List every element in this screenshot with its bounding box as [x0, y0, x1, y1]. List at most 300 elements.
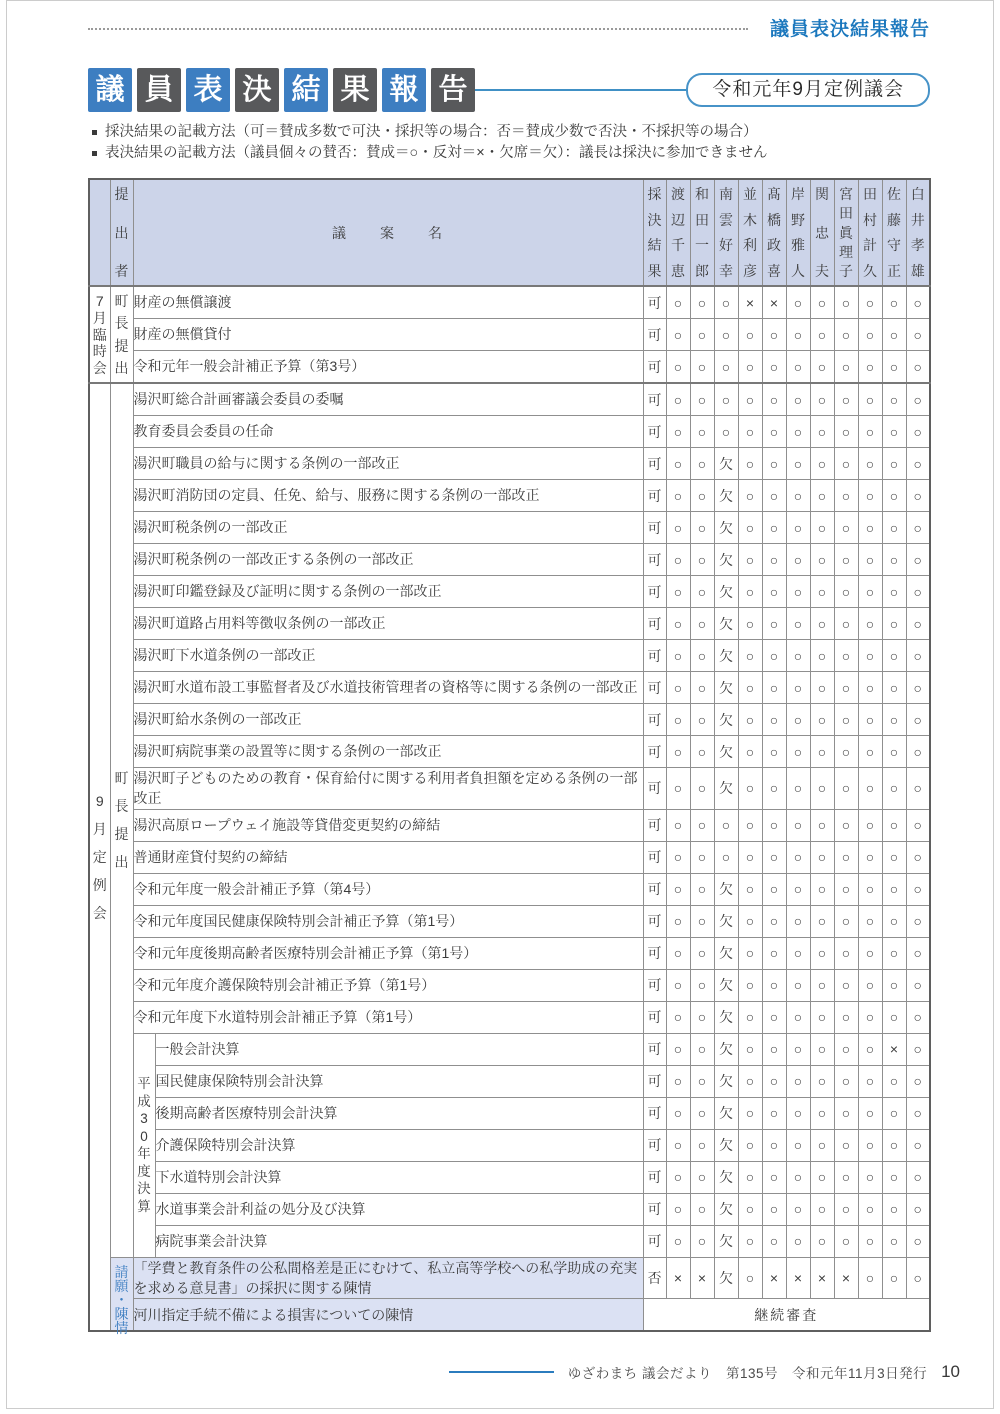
vote-cell: ○: [786, 736, 810, 768]
char: 計: [863, 237, 877, 254]
table-row: [89, 873, 930, 905]
member-header-text: [811, 187, 834, 278]
vote-cell: ○: [714, 809, 738, 841]
vote-cell: ○: [738, 608, 762, 640]
vote-cell: ○: [810, 286, 834, 319]
vote-cell: 欠: [714, 448, 738, 480]
table-row: [89, 1225, 930, 1257]
vote-cell: 欠: [714, 1033, 738, 1065]
vote-cell: ○: [906, 319, 930, 351]
bill-cell: 財産の無償貸付: [133, 319, 643, 351]
vote-cell: ○: [858, 704, 882, 736]
result-cell: 可: [643, 1001, 666, 1033]
title-row: [88, 68, 930, 112]
char: 者: [114, 263, 129, 279]
vote-cell: ×: [690, 1257, 714, 1299]
member-header: [786, 179, 810, 286]
vote-cell: ○: [834, 768, 858, 810]
char: 岸: [791, 186, 805, 202]
vote-cell: ○: [666, 905, 690, 937]
char: 7: [95, 293, 104, 309]
member-header: [834, 179, 858, 286]
table-row: [89, 1065, 930, 1097]
result-cell: 可: [643, 1033, 666, 1065]
vote-cell: ○: [882, 544, 906, 576]
vote-cell: ○: [690, 576, 714, 608]
table-row: [89, 905, 930, 937]
table-row: [89, 736, 930, 768]
vote-cell: ○: [810, 512, 834, 544]
footer-rule: [449, 1371, 554, 1373]
char: 長: [114, 798, 129, 815]
vote-cell: ○: [690, 1225, 714, 1257]
char: 政: [767, 237, 781, 254]
note-line: [92, 122, 940, 143]
vote-cell: 欠: [714, 704, 738, 736]
vote-cell: ○: [762, 1065, 786, 1097]
vote-cell: ○: [834, 1065, 858, 1097]
vote-cell: ○: [738, 319, 762, 351]
vote-cell: ○: [690, 873, 714, 905]
bill-cell: 財産の無償譲渡: [133, 286, 643, 319]
subgroup-label-cell: [133, 1033, 155, 1257]
vote-cell: ○: [762, 736, 786, 768]
vote-cell: ○: [906, 1193, 930, 1225]
char: 願: [114, 1277, 129, 1294]
vote-cell: ○: [666, 416, 690, 448]
page-top-strip: [88, 14, 930, 41]
vote-cell: ○: [762, 1001, 786, 1033]
char: 平: [137, 1076, 151, 1092]
vote-cell: ×: [834, 1257, 858, 1299]
vote-cell: ○: [690, 969, 714, 1001]
title-block: 果: [333, 68, 377, 112]
vote-cell: ○: [834, 448, 858, 480]
vote-cell: ○: [690, 704, 714, 736]
char: 結: [647, 237, 662, 254]
char: 田: [695, 211, 709, 228]
vote-cell: ○: [882, 1097, 906, 1129]
vote-cell: ×: [882, 1033, 906, 1065]
member-header-text: [715, 187, 738, 278]
vote-cell: ○: [762, 704, 786, 736]
result-cell: 可: [643, 383, 666, 416]
vote-cell: ○: [858, 640, 882, 672]
char: 町: [114, 770, 129, 787]
vote-cell: ○: [858, 1065, 882, 1097]
vote-cell: ○: [738, 640, 762, 672]
vote-cell: ○: [882, 1129, 906, 1161]
vote-cell: ○: [690, 1193, 714, 1225]
vote-cell: 欠: [714, 1129, 738, 1161]
char: 藤: [887, 211, 901, 228]
vote-cell: ○: [858, 768, 882, 810]
vote-cell: ○: [810, 1001, 834, 1033]
vote-cell: ○: [858, 1129, 882, 1161]
vote-cell: ○: [738, 1001, 762, 1033]
bill-cell: 湯沢高原ロープウェイ施設等貸借変更契約の締結: [133, 809, 643, 841]
vote-cell: ○: [810, 704, 834, 736]
vote-cell: ○: [834, 969, 858, 1001]
vote-cell: ○: [666, 383, 690, 416]
member-header-text: [787, 187, 810, 278]
vote-cell: 欠: [714, 608, 738, 640]
char: 好: [719, 237, 733, 254]
vote-cell: ○: [834, 1001, 858, 1033]
char: 田: [863, 186, 877, 202]
vote-cell: ○: [858, 608, 882, 640]
char: 野: [791, 211, 805, 228]
vote-cell: ○: [786, 286, 810, 319]
vote-cell: ○: [810, 383, 834, 416]
vote-cell: ○: [666, 319, 690, 351]
vote-cell: ○: [690, 448, 714, 480]
vote-cell: ○: [882, 512, 906, 544]
vote-cell: ○: [714, 319, 738, 351]
char: 会: [92, 360, 107, 376]
bill-cell: 「学費と教育条件の公私間格差是正にむけて、私立高等学校への私学助成の充実を求める意見書」の採択に関する陳情: [133, 1257, 643, 1299]
char: 佐: [887, 186, 901, 202]
vote-cell: ○: [762, 480, 786, 512]
vote-cell: ○: [810, 672, 834, 704]
char: 渡: [671, 186, 685, 202]
bill-cell: 湯沢町税条例の一部改正: [133, 512, 643, 544]
result-cell: 可: [643, 448, 666, 480]
char: 情: [114, 1319, 129, 1336]
vote-cell: ○: [738, 1257, 762, 1299]
vote-cell: ○: [738, 809, 762, 841]
result-cell: 可: [643, 640, 666, 672]
vote-cell: ○: [690, 905, 714, 937]
bill-cell: 令和元年一般会計補正予算（第3号）: [133, 351, 643, 384]
vote-cell: ○: [810, 1193, 834, 1225]
char: 陳: [114, 1305, 129, 1322]
result-cell: 可: [643, 937, 666, 969]
vote-cell: ○: [666, 1033, 690, 1065]
vote-cell: ○: [690, 1033, 714, 1065]
vote-cell: ○: [786, 905, 810, 937]
result-cell: 可: [643, 905, 666, 937]
vote-cell: ○: [882, 319, 906, 351]
vote-cell: ○: [738, 1097, 762, 1129]
char: 千: [671, 237, 685, 254]
vote-cell: ○: [834, 1097, 858, 1129]
member-header: [858, 179, 882, 286]
vote-cell: ○: [666, 1225, 690, 1257]
vote-cell: ○: [786, 704, 810, 736]
vote-cell: ○: [666, 448, 690, 480]
title-block: 決: [235, 68, 279, 112]
vote-cell: ○: [906, 969, 930, 1001]
result-cell: 可: [643, 576, 666, 608]
vote-cell: ○: [786, 1129, 810, 1161]
char: 井: [910, 211, 925, 228]
vote-cell: ○: [738, 736, 762, 768]
vote-cell: ○: [858, 1161, 882, 1193]
vote-cell: ○: [810, 640, 834, 672]
vote-cell: ○: [714, 841, 738, 873]
vote-cell: ×: [762, 286, 786, 319]
table-row: [89, 416, 930, 448]
table-row: [89, 544, 930, 576]
vote-cell: ○: [762, 416, 786, 448]
vote-cell: ○: [882, 809, 906, 841]
vote-cell: 欠: [714, 1065, 738, 1097]
submitter-label-cell-text: [111, 391, 133, 1250]
vote-cell: ×: [810, 1257, 834, 1299]
vote-cell: ○: [786, 809, 810, 841]
vote-cell: 欠: [714, 576, 738, 608]
char: 関: [815, 186, 829, 202]
char: 年: [137, 1146, 151, 1162]
vote-cell: ○: [882, 841, 906, 873]
vote-cell: ○: [666, 1001, 690, 1033]
vote-cell: ○: [738, 1033, 762, 1065]
char: ・: [114, 1291, 129, 1308]
char: 並: [743, 186, 757, 202]
vote-cell: 欠: [714, 1225, 738, 1257]
note-text: 採決結果の記載方法（可＝賛成多数で可決・採択等の場合：否＝賛成少数で否決・不採択等の場合）: [105, 124, 758, 140]
vote-cell: ○: [762, 383, 786, 416]
vote-cell: ○: [882, 969, 906, 1001]
bill-cell: 介護保険特別会計決算: [155, 1129, 643, 1161]
vote-cell: 欠: [714, 937, 738, 969]
vote-cell: ○: [858, 286, 882, 319]
session-column-header: [89, 179, 110, 286]
vote-cell: ○: [858, 448, 882, 480]
vote-cell: ○: [834, 1193, 858, 1225]
result-cell: 可: [643, 969, 666, 1001]
bill-cell: 令和元年度下水道特別会計補正予算（第1号）: [133, 1001, 643, 1033]
vote-cell: ○: [666, 640, 690, 672]
title-block: 報: [382, 68, 426, 112]
char: 子: [839, 263, 853, 279]
table-row: [89, 1161, 930, 1193]
char: 白: [910, 186, 925, 202]
vote-cell: ○: [834, 416, 858, 448]
vote-cell: ○: [690, 512, 714, 544]
bill-cell: 病院事業会計決算: [155, 1225, 643, 1257]
char: 利: [743, 237, 757, 254]
vote-cell: 欠: [714, 736, 738, 768]
vote-cell: ○: [786, 576, 810, 608]
vote-cell: ○: [834, 512, 858, 544]
vote-cell: ○: [882, 608, 906, 640]
vote-cell: ○: [906, 416, 930, 448]
vote-cell: ○: [762, 768, 786, 810]
vote-cell: ○: [858, 1225, 882, 1257]
vote-cell: ○: [666, 576, 690, 608]
vote-cell: ○: [690, 1065, 714, 1097]
vote-cell: ○: [786, 448, 810, 480]
member-header: [906, 179, 930, 286]
vote-cell: ○: [738, 383, 762, 416]
vote-cell: ○: [810, 873, 834, 905]
vote-cell: 欠: [714, 1001, 738, 1033]
vote-cell: ○: [858, 873, 882, 905]
vote-cell: ○: [738, 873, 762, 905]
vote-cell: ○: [738, 544, 762, 576]
char: 例: [92, 877, 107, 894]
vote-cell: 欠: [714, 480, 738, 512]
vote-cell: ○: [834, 351, 858, 384]
bill-cell: 湯沢町子どものための教育・保育給付に関する利用者負担額を定める条例の一部改正: [133, 768, 643, 810]
vote-cell: ○: [810, 416, 834, 448]
session-label-cell: [89, 286, 110, 383]
vote-cell: ○: [906, 448, 930, 480]
vote-cell: ○: [690, 286, 714, 319]
bill-cell: 一般会計決算: [155, 1033, 643, 1065]
char: 雄: [910, 262, 925, 279]
vote-cell: ○: [858, 544, 882, 576]
table-row: [89, 480, 930, 512]
vote-cell: ○: [906, 905, 930, 937]
vote-cell: ○: [810, 969, 834, 1001]
vote-cell: ○: [738, 841, 762, 873]
submitter-header: [110, 179, 133, 286]
vote-cell: ○: [882, 1001, 906, 1033]
char: 髙: [767, 186, 781, 202]
bill-name-header: 議 案 名: [133, 179, 643, 286]
vote-cell: ○: [882, 576, 906, 608]
member-header-text: [907, 187, 930, 278]
vote-cell: ○: [906, 768, 930, 810]
vote-cell: ○: [786, 969, 810, 1001]
vote-cell: ○: [786, 672, 810, 704]
member-header-text: [883, 187, 906, 278]
vote-cell: ○: [810, 841, 834, 873]
table-row: [89, 1033, 930, 1065]
char: 9: [95, 793, 104, 810]
table-row: [89, 1193, 930, 1225]
vote-cell: ○: [810, 736, 834, 768]
page-title: [88, 68, 475, 112]
vote-cell: ○: [834, 736, 858, 768]
char: 出: [114, 854, 129, 871]
vote-cell: ○: [690, 416, 714, 448]
vote-cell: ○: [666, 736, 690, 768]
vote-cell: ○: [690, 640, 714, 672]
vote-cell: ○: [906, 608, 930, 640]
vote-cell: ○: [738, 1129, 762, 1161]
vote-cell: ○: [858, 576, 882, 608]
bill-cell: 後期高齢者医療特別会計決算: [155, 1097, 643, 1129]
result-cell: 否: [643, 1257, 666, 1299]
running-head: 議員表決結果報告: [769, 19, 930, 40]
vote-cell: ○: [882, 672, 906, 704]
result-cell: 可: [643, 480, 666, 512]
char: 一: [695, 237, 709, 254]
vote-cell: ○: [834, 383, 858, 416]
vote-cell: ○: [666, 672, 690, 704]
char: 彦: [743, 262, 757, 279]
vote-cell: ○: [858, 319, 882, 351]
vote-cell: ○: [738, 937, 762, 969]
vote-cell: ○: [786, 640, 810, 672]
vote-cell: ○: [858, 480, 882, 512]
vote-cell: ○: [666, 937, 690, 969]
char: 成: [137, 1093, 151, 1109]
vote-cell: ○: [810, 480, 834, 512]
vote-cell: ○: [906, 841, 930, 873]
vote-cell: ×: [762, 1257, 786, 1299]
char: 長: [114, 315, 129, 332]
vote-cell: ○: [834, 480, 858, 512]
vote-cell: ○: [762, 1033, 786, 1065]
vote-cell: ○: [906, 512, 930, 544]
result-cell: 可: [643, 608, 666, 640]
note-text: 表決結果の記載方法（議員個々の賛否：賛成＝○・反対＝×・欠席＝欠）：議長は採決に参加できません: [105, 145, 768, 161]
vote-cell: ○: [666, 480, 690, 512]
vote-cell: ○: [834, 937, 858, 969]
char: 出: [114, 359, 129, 376]
vote-cell: ○: [906, 640, 930, 672]
vote-cell: ○: [882, 286, 906, 319]
table-row: [89, 937, 930, 969]
vote-cell: ○: [834, 704, 858, 736]
result-cell: 可: [643, 416, 666, 448]
vote-cell: ○: [810, 1161, 834, 1193]
vote-cell: 欠: [714, 672, 738, 704]
legend-notes: [92, 122, 940, 164]
bill-cell: 河川指定手続不備による損害についての陳情: [133, 1299, 643, 1332]
bill-cell: 令和元年度国民健康保険特別会計補正予算（第1号）: [133, 905, 643, 937]
result-cell: 可: [643, 512, 666, 544]
vote-cell: ○: [906, 1225, 930, 1257]
vote-cell: ○: [810, 576, 834, 608]
vote-cell: ○: [690, 1129, 714, 1161]
vote-cell: ○: [786, 1033, 810, 1065]
vote-cell: ○: [810, 1065, 834, 1097]
vote-cell: ○: [666, 512, 690, 544]
vote-cell: ○: [882, 937, 906, 969]
vote-cell: ○: [882, 1161, 906, 1193]
vote-cell: ○: [762, 544, 786, 576]
table-row: [89, 286, 930, 319]
vote-cell: ○: [858, 736, 882, 768]
vote-cell: ○: [858, 905, 882, 937]
vote-cell: ○: [738, 672, 762, 704]
vote-cell: 欠: [714, 1097, 738, 1129]
vote-cell: ○: [858, 416, 882, 448]
vote-cell: ○: [906, 873, 930, 905]
vote-cell: ○: [810, 351, 834, 384]
vote-cell: ○: [762, 1225, 786, 1257]
vote-cell: ○: [666, 1129, 690, 1161]
vote-cell: ○: [762, 841, 786, 873]
vote-cell: ○: [666, 1065, 690, 1097]
vote-cell: ○: [666, 969, 690, 1001]
bullet-icon: [92, 130, 97, 135]
vote-cell: ○: [906, 1097, 930, 1129]
vote-cell: ○: [906, 480, 930, 512]
vote-cell: ○: [762, 319, 786, 351]
vote-cell: ×: [666, 1257, 690, 1299]
vote-cell: ○: [906, 1161, 930, 1193]
vote-cell: ○: [762, 1193, 786, 1225]
vote-cell: ○: [810, 809, 834, 841]
vote-cell: ○: [690, 736, 714, 768]
vote-cell: ○: [762, 1161, 786, 1193]
vote-cell: ○: [906, 576, 930, 608]
vote-cell: ○: [762, 608, 786, 640]
continued-review-cell: 継続審査: [643, 1299, 930, 1332]
char: 和: [695, 186, 709, 202]
bill-cell: 湯沢町水道布設工事監督者及び水道技術管理者の資格等に関する条例の一部改正: [133, 672, 643, 704]
char: 雅: [791, 237, 805, 254]
result-cell: 可: [643, 1129, 666, 1161]
char: 宮: [839, 186, 853, 202]
